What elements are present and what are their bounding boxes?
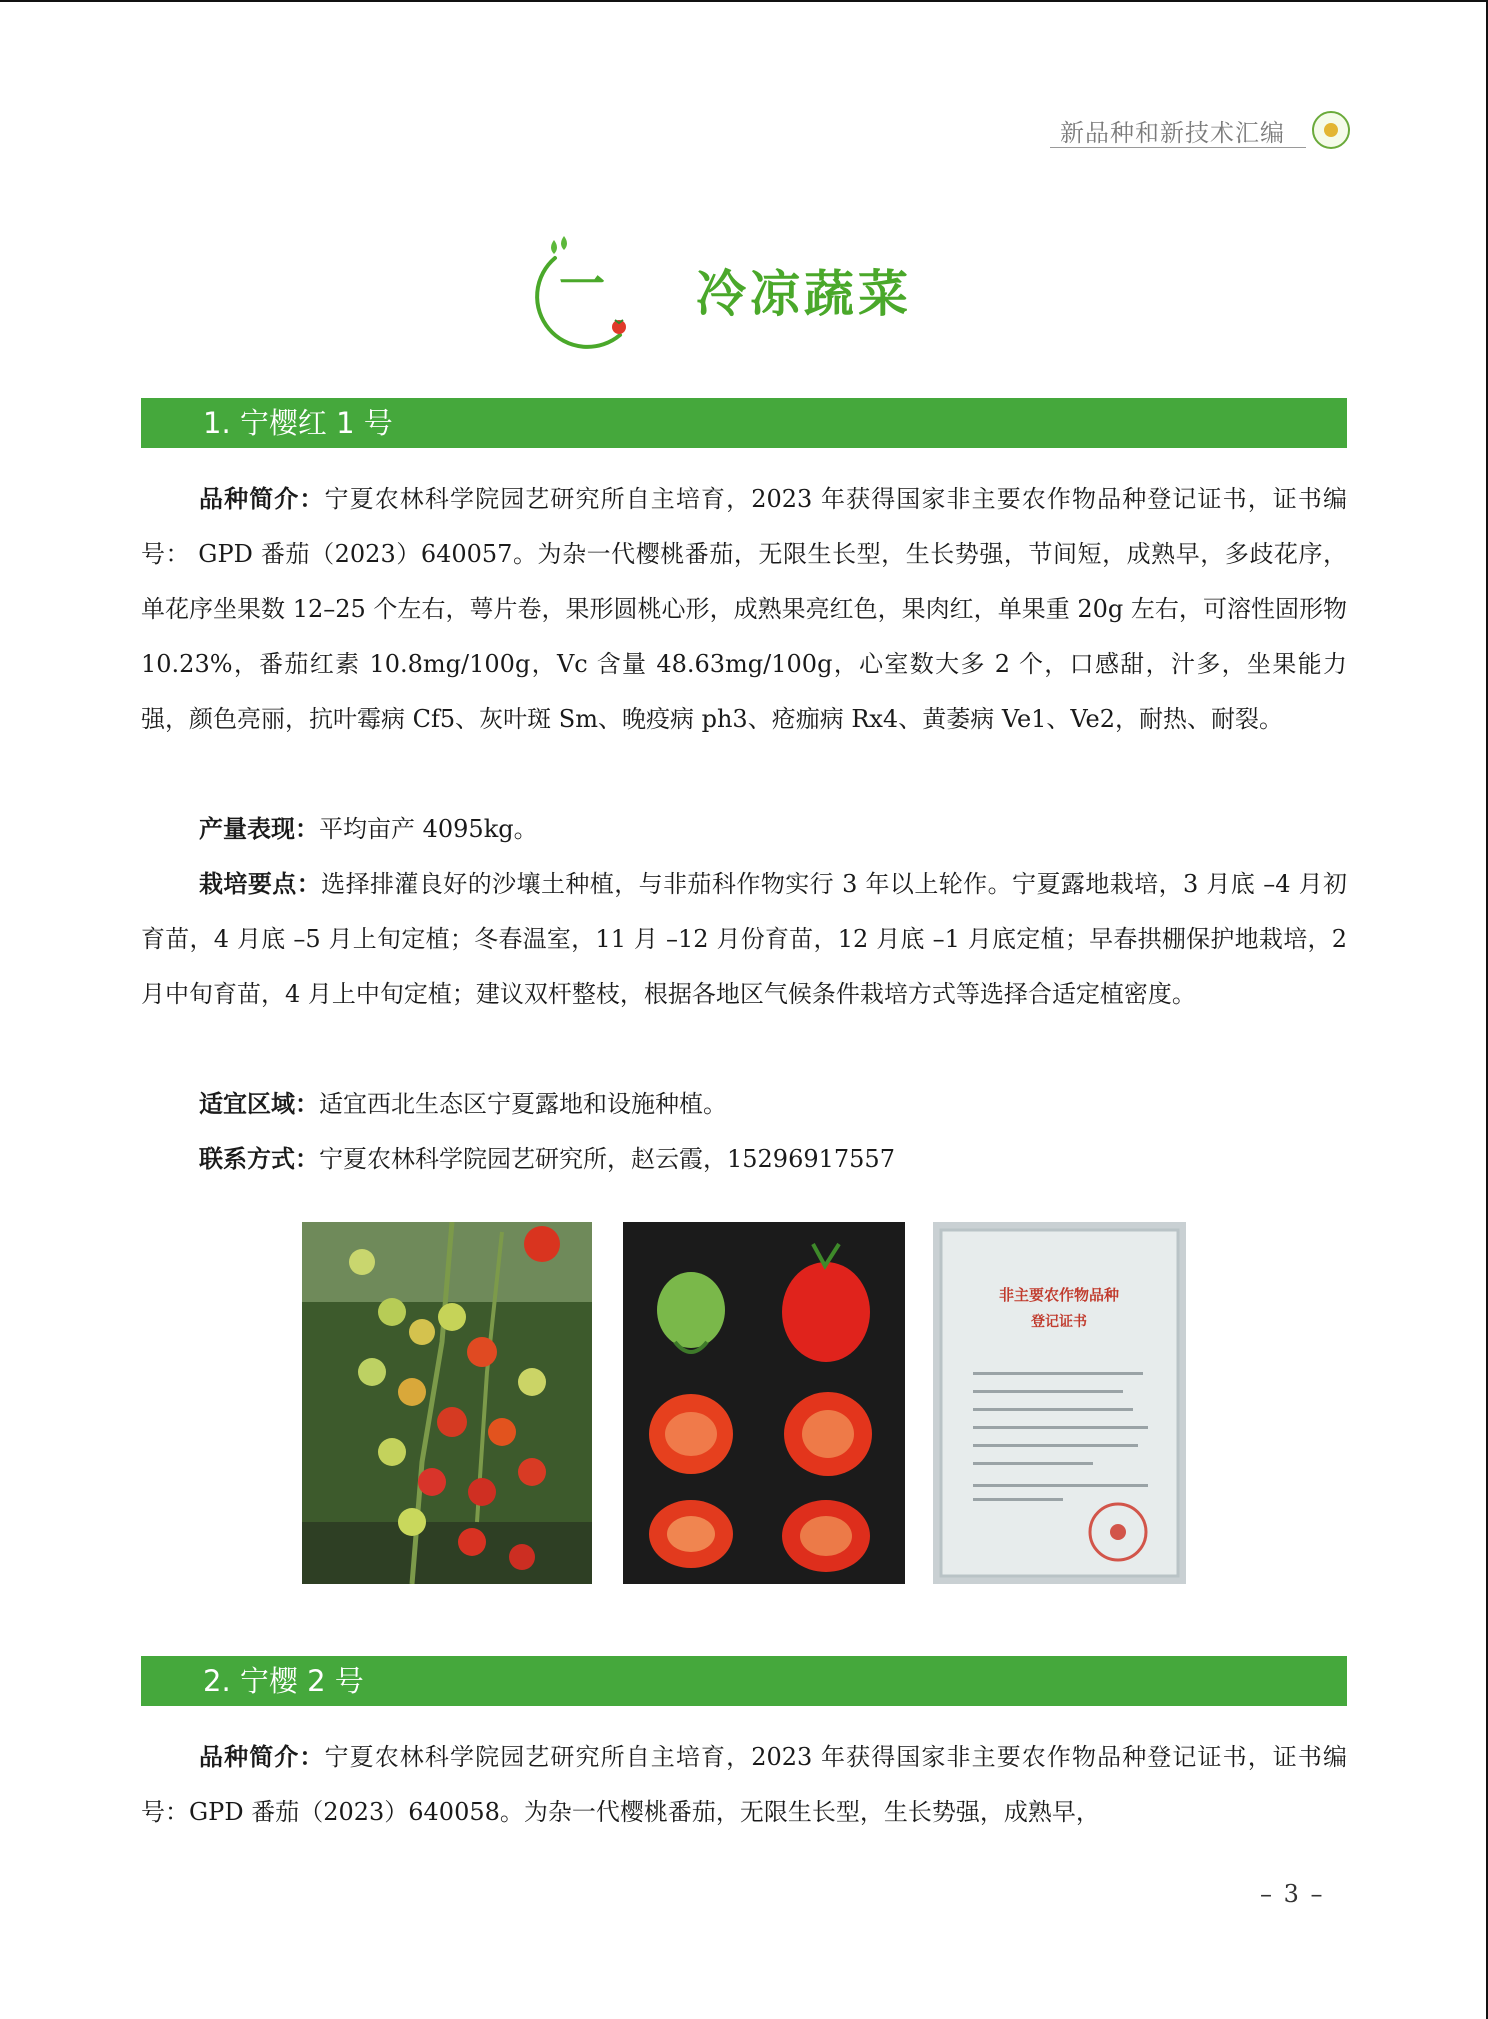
paragraph-label: 品种简介： [199, 1743, 325, 1771]
running-header-title: 新品种和新技术汇编 [1060, 119, 1285, 147]
certificate-title-line1: 非主要农作物品种 [998, 1286, 1120, 1304]
yield-paragraph [141, 802, 1347, 857]
paragraph-text: 宁夏农林科学院园艺研究所自主培育，2023 年获得国家非主要农作物品种登记证书，证书编号： GPD 番茄（2023）640057。为杂一代樱桃番茄，无限生长型，生长势强，节间短，成熟早，多歧花序，单花序坐果数 12–25 个左右，萼片卷，果形圆桃心形，成熟果亮红色，果肉红，单果重 20g 左右，可溶性固形物 10.23%，番茄红素 10.8mg/100g，Vc 含量 48.63mg/100g，心室数大多 2 个，口感甜，汁多，坐果能力强，颜色亮丽，抗叶霉病 Cf5、灰叶斑 Sm、晚疫病 ph3、疮痂病 Rx4、黄萎病 Ve1、Ve2，耐热、耐裂。 [141, 485, 1347, 733]
paragraph-text: 宁夏农林科学院园艺研究所，赵云霞，15296917557 [319, 1145, 895, 1173]
paragraph-label: 产量表现： [199, 815, 319, 843]
contact-paragraph [141, 1132, 1347, 1187]
paragraph-text: 适宜西北生态区宁夏露地和设施种植。 [319, 1090, 727, 1118]
variety-intro-paragraph [141, 472, 1347, 747]
page-number: – 3 – [1260, 1880, 1325, 1908]
tomato-plant-photo [302, 1222, 592, 1584]
chapter-emblem-icon [520, 230, 640, 350]
section-heading: 1. 宁樱红 1 号 [141, 398, 1347, 448]
header-rule [1050, 147, 1306, 148]
section-heading: 2. 宁樱 2 号 [141, 1656, 1347, 1706]
paragraph-text: 平均亩产 4095kg。 [319, 815, 538, 843]
paragraph-text: 宁夏农林科学院园艺研究所自主培育，2023 年获得国家非主要农作物品种登记证书，证书编号：GPD 番茄（2023）640058。为杂一代樱桃番茄，无限生长型，生长势强，成熟早， [141, 1743, 1347, 1826]
page-frame-top [0, 0, 1488, 2]
certificate-photo [933, 1222, 1186, 1584]
paragraph-label: 品种简介： [199, 485, 325, 513]
institute-logo-icon [1312, 111, 1350, 149]
paragraph-text: 选择排灌良好的沙壤土种植，与非茄科作物实行 3 年以上轮作。宁夏露地栽培，3 月底 –4 月初育苗，4 月底 –5 月上旬定植；冬春温室，11 月 –12 月份育苗，12 月底 –1 月底定植；早春拱棚保护地栽培，2 月中旬育苗，4 月上中旬定植；建议双杆整枝，根据各地区气候条件栽培方式等选择合适定植密度。 [141, 870, 1348, 1008]
chapter-title: 冷凉蔬菜 [696, 265, 912, 323]
cultivation-paragraph [141, 857, 1347, 1022]
paragraph-label: 联系方式： [199, 1145, 319, 1173]
region-paragraph [141, 1077, 1347, 1132]
variety-intro-paragraph [141, 1730, 1347, 1840]
certificate-title-line2: 登记证书 [1031, 1314, 1087, 1330]
chapter-number: 一 [559, 257, 605, 311]
tomato-fruit-cross-section-photo [623, 1222, 905, 1584]
paragraph-label: 适宜区域： [199, 1090, 319, 1118]
paragraph-label: 栽培要点： [199, 870, 322, 898]
